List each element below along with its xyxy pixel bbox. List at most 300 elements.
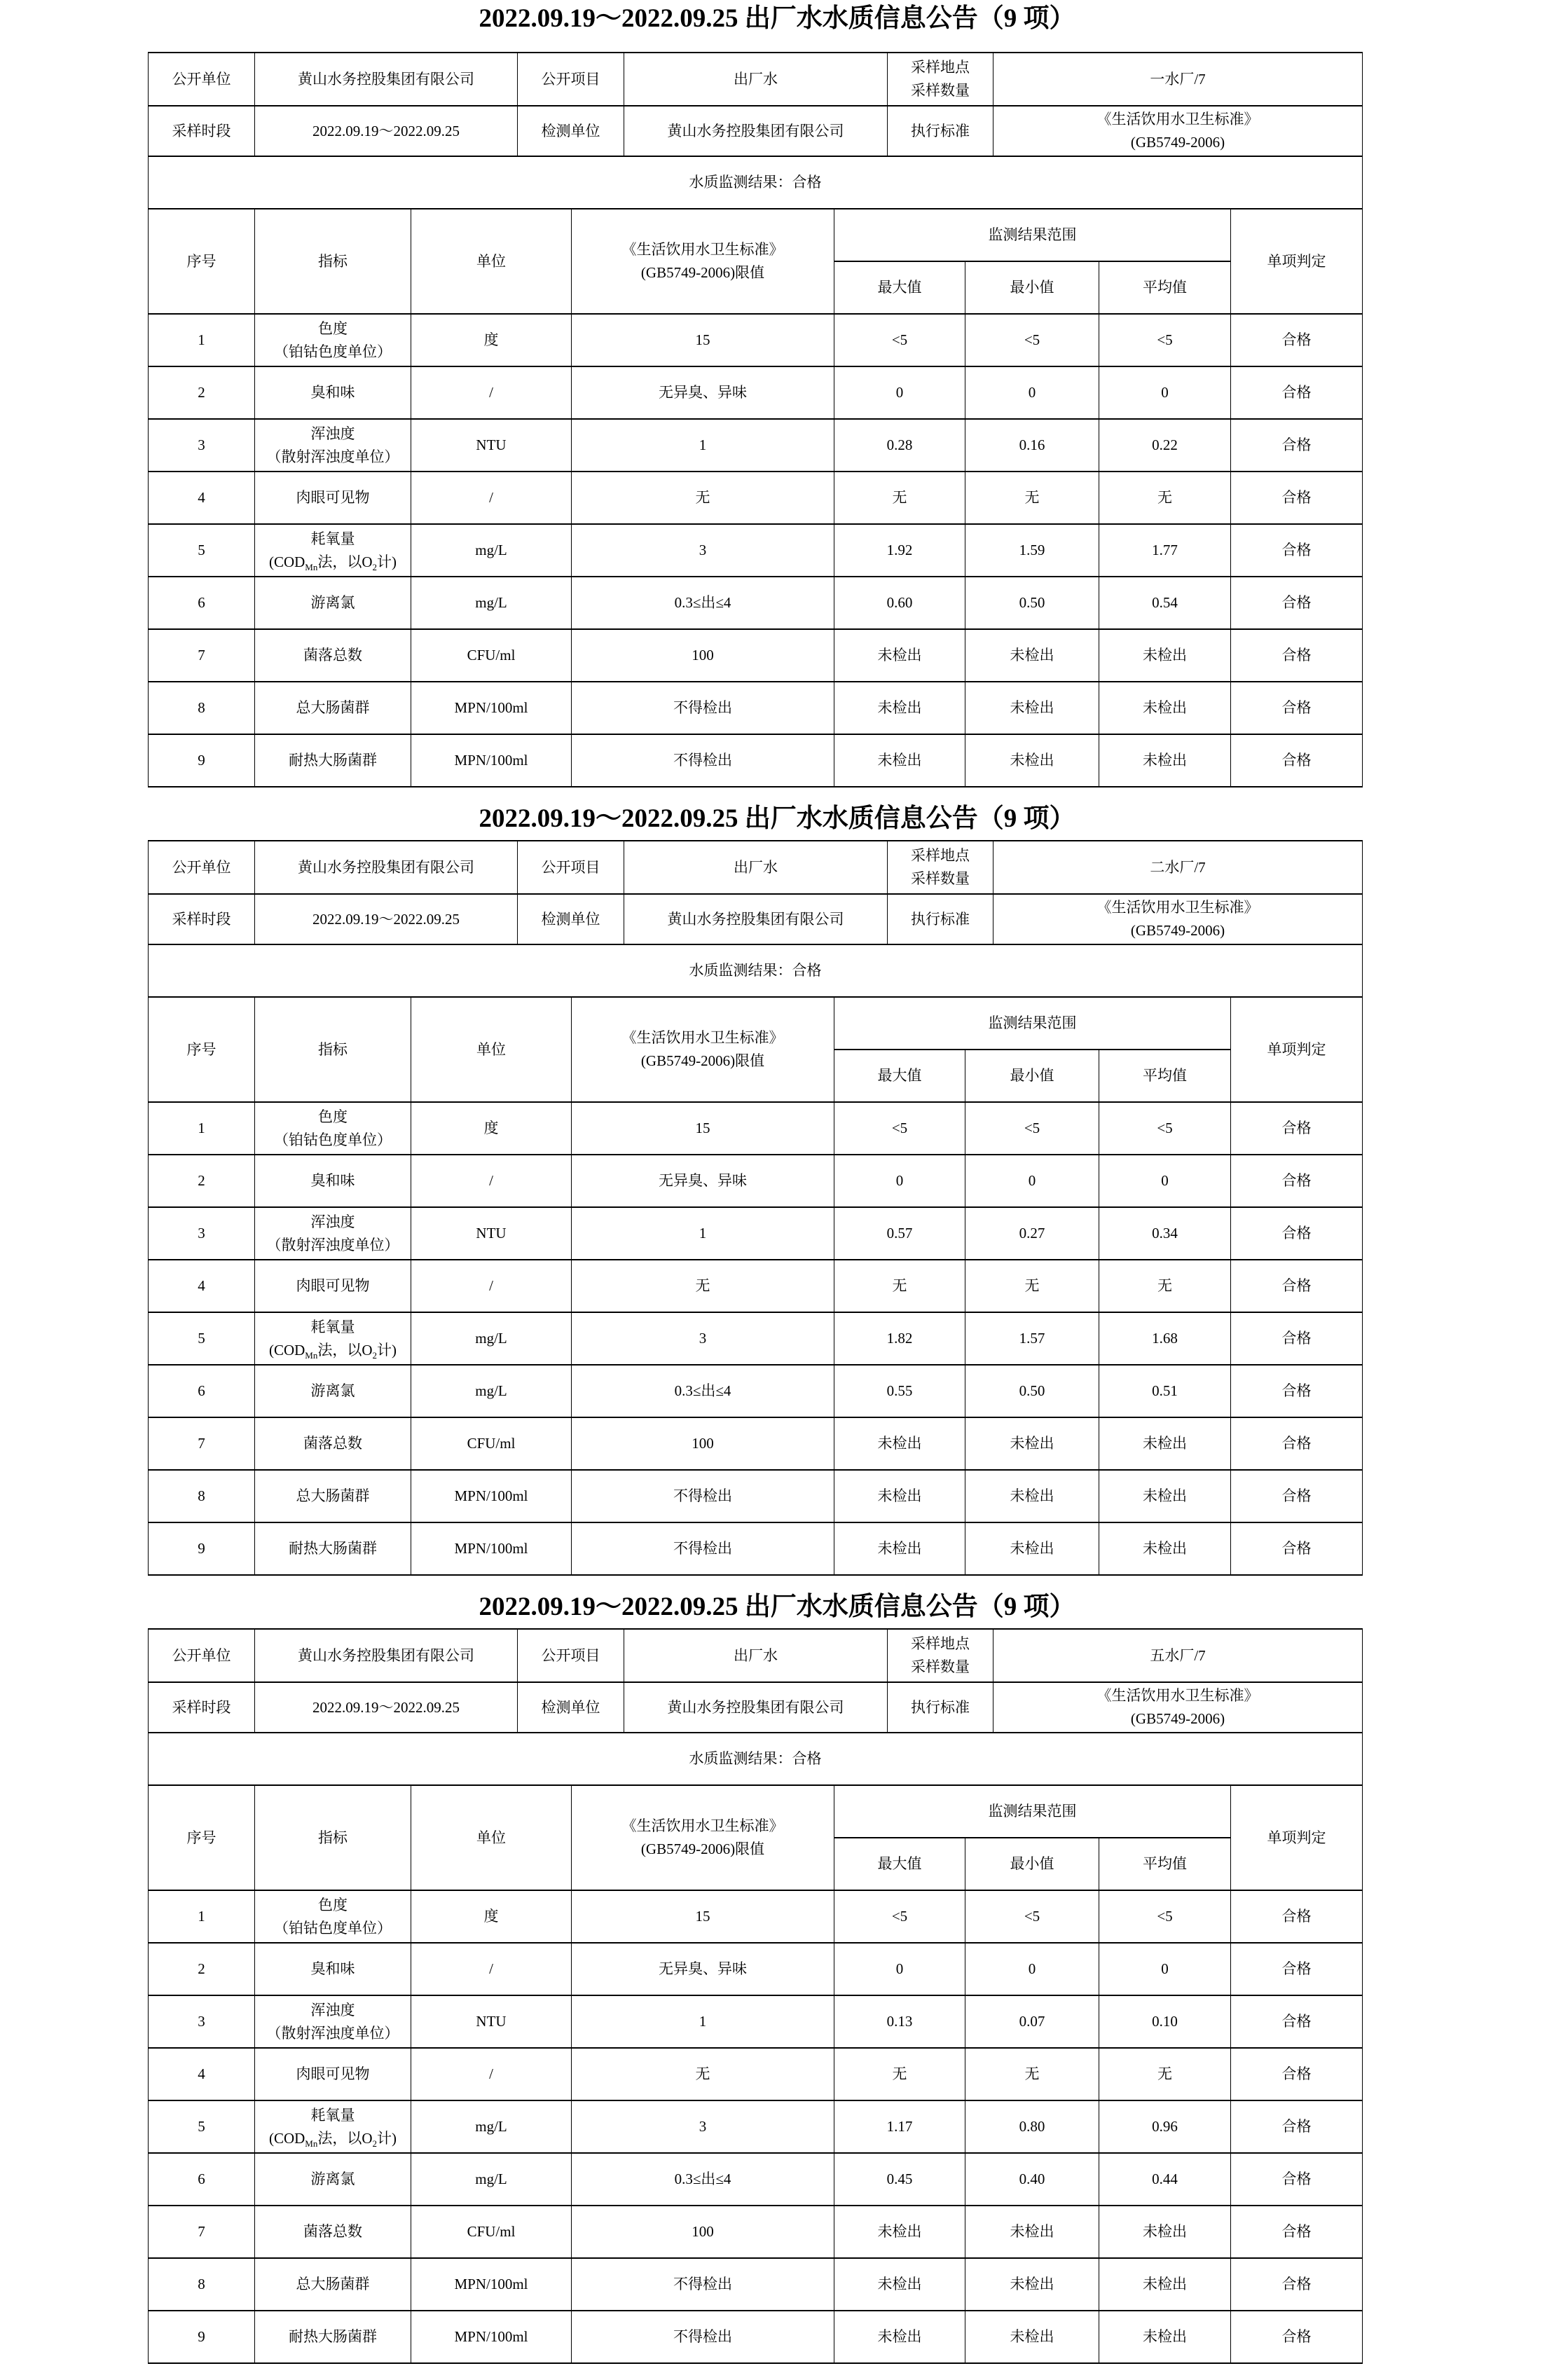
row-max: 无 xyxy=(834,2048,965,2100)
row-no: 9 xyxy=(149,2311,255,2363)
row-unit: mg/L xyxy=(411,1365,572,1417)
standard-value: 《生活饮用水卫生标准》 (GB5749-2006) xyxy=(993,1682,1363,1733)
page-title: 2022.09.19～2022.09.25 出厂水水质信息公告（9 项） xyxy=(479,4,1075,33)
project-value: 出厂水 xyxy=(624,1629,888,1682)
row-avg: 未检出 xyxy=(1099,1470,1231,1522)
row-max: 未检出 xyxy=(834,1470,965,1522)
col-header-verdict: 单项判定 xyxy=(1231,209,1363,314)
row-avg: <5 xyxy=(1099,314,1231,366)
indicator-row xyxy=(149,366,1363,419)
row-no: 3 xyxy=(149,419,255,472)
col-header-no: 序号 xyxy=(149,997,255,1102)
column-header-row xyxy=(149,209,1363,261)
result-summary: 水质监测结果：合格 xyxy=(149,156,1363,209)
indicator-row xyxy=(149,1470,1363,1522)
column-header-row xyxy=(149,997,1363,1050)
row-unit: CFU/ml xyxy=(411,1417,572,1470)
row-no: 9 xyxy=(149,734,255,787)
row-min: 未检出 xyxy=(965,1417,1099,1470)
row-avg: 0.44 xyxy=(1099,2153,1231,2206)
row-no: 1 xyxy=(149,1102,255,1155)
row-no: 8 xyxy=(149,2258,255,2311)
indicator-row xyxy=(149,1943,1363,1995)
col-header-avg: 平均值 xyxy=(1099,1050,1231,1102)
row-min: 0.50 xyxy=(965,577,1099,629)
row-indicator: 游离氯 xyxy=(255,577,411,629)
row-limit: 不得检出 xyxy=(572,1522,834,1575)
row-min: 未检出 xyxy=(965,2258,1099,2311)
row-unit: CFU/ml xyxy=(411,629,572,682)
row-avg: 0 xyxy=(1099,1155,1231,1207)
row-verdict: 合格 xyxy=(1231,1207,1363,1260)
row-no: 4 xyxy=(149,472,255,524)
row-avg: 0.54 xyxy=(1099,577,1231,629)
row-unit: 度 xyxy=(411,1890,572,1943)
period-value: 2022.09.19～2022.09.25 xyxy=(255,1682,518,1733)
row-max: 0.60 xyxy=(834,577,965,629)
row-verdict: 合格 xyxy=(1231,2206,1363,2258)
row-no: 8 xyxy=(149,682,255,734)
col-header-min: 最小值 xyxy=(965,261,1099,314)
row-unit: NTU xyxy=(411,419,572,472)
row-unit: mg/L xyxy=(411,2100,572,2153)
row-min: 1.57 xyxy=(965,1312,1099,1365)
indicator-row xyxy=(149,2258,1363,2311)
info-row xyxy=(149,1682,1363,1733)
indicator-row xyxy=(149,1102,1363,1155)
row-avg: 0 xyxy=(1099,366,1231,419)
row-avg: 0.34 xyxy=(1099,1207,1231,1260)
indicator-row xyxy=(149,1995,1363,2048)
row-limit: 0.3≤出≤4 xyxy=(572,1365,834,1417)
col-header-limit: 《生活饮用水卫生标准》 (GB5749-2006)限值 xyxy=(572,209,834,314)
announcement-block-2 xyxy=(0,802,1554,1576)
row-limit: 不得检出 xyxy=(572,2311,834,2363)
row-verdict: 合格 xyxy=(1231,1522,1363,1575)
row-limit: 不得检出 xyxy=(572,682,834,734)
row-no: 9 xyxy=(149,1522,255,1575)
indicator-row xyxy=(149,1260,1363,1312)
row-verdict: 合格 xyxy=(1231,2258,1363,2311)
results-table xyxy=(148,1732,1363,2364)
row-limit: 100 xyxy=(572,629,834,682)
row-limit: 无 xyxy=(572,472,834,524)
col-header-range: 监测结果范围 xyxy=(834,997,1231,1050)
row-limit: 无 xyxy=(572,2048,834,2100)
row-no: 5 xyxy=(149,2100,255,2153)
sampling-label: 采样地点 采样数量 xyxy=(888,53,993,106)
row-no: 2 xyxy=(149,366,255,419)
row-max: 0.55 xyxy=(834,1365,965,1417)
col-header-min: 最小值 xyxy=(965,1050,1099,1102)
indicator-row xyxy=(149,682,1363,734)
col-header-range: 监测结果范围 xyxy=(834,209,1231,261)
row-avg: 0.22 xyxy=(1099,419,1231,472)
page-title: 2022.09.19～2022.09.25 出厂水水质信息公告（9 项） xyxy=(479,804,1075,833)
row-limit: 不得检出 xyxy=(572,2258,834,2311)
standard-label: 执行标准 xyxy=(888,1682,993,1733)
result-summary: 水质监测结果：合格 xyxy=(149,1733,1363,1785)
row-limit: 无异臭、异味 xyxy=(572,1943,834,1995)
indicator-row xyxy=(149,1312,1363,1365)
indicator-row xyxy=(149,314,1363,366)
row-max: <5 xyxy=(834,1890,965,1943)
row-indicator: 耐热大肠菌群 xyxy=(255,1522,411,1575)
row-limit: 0.3≤出≤4 xyxy=(572,577,834,629)
indicator-row xyxy=(149,577,1363,629)
sampling-label: 采样地点 采样数量 xyxy=(888,1629,993,1682)
row-unit: NTU xyxy=(411,1207,572,1260)
result-summary: 水质监测结果：合格 xyxy=(149,944,1363,997)
row-no: 7 xyxy=(149,2206,255,2258)
indicator-row xyxy=(149,1417,1363,1470)
col-header-no: 序号 xyxy=(149,1785,255,1890)
row-avg: 未检出 xyxy=(1099,1522,1231,1575)
row-avg: 无 xyxy=(1099,472,1231,524)
indicator-row xyxy=(149,1155,1363,1207)
row-verdict: 合格 xyxy=(1231,1312,1363,1365)
row-limit: 无异臭、异味 xyxy=(572,366,834,419)
row-verdict: 合格 xyxy=(1231,1890,1363,1943)
publisher-label: 公开单位 xyxy=(149,841,255,894)
row-max: 1.92 xyxy=(834,524,965,577)
sampling-value: 二水厂/7 xyxy=(993,841,1363,894)
row-min: 未检出 xyxy=(965,1522,1099,1575)
col-header-indicator: 指标 xyxy=(255,209,411,314)
tester-value: 黄山水务控股集团有限公司 xyxy=(624,106,888,156)
info-row xyxy=(149,106,1363,156)
col-header-avg: 平均值 xyxy=(1099,1838,1231,1890)
announcement-block-1 xyxy=(0,0,1554,787)
col-header-range: 监测结果范围 xyxy=(834,1785,1231,1838)
row-limit: 15 xyxy=(572,1102,834,1155)
row-max: <5 xyxy=(834,314,965,366)
row-unit: / xyxy=(411,1260,572,1312)
row-min: 未检出 xyxy=(965,1470,1099,1522)
row-no: 2 xyxy=(149,1155,255,1207)
page-title: 2022.09.19～2022.09.25 出厂水水质信息公告（9 项） xyxy=(479,1593,1075,1621)
row-verdict: 合格 xyxy=(1231,1365,1363,1417)
project-value: 出厂水 xyxy=(624,53,888,106)
col-header-indicator: 指标 xyxy=(255,997,411,1102)
row-min: 未检出 xyxy=(965,629,1099,682)
row-unit: mg/L xyxy=(411,577,572,629)
row-avg: <5 xyxy=(1099,1890,1231,1943)
row-no: 3 xyxy=(149,1995,255,2048)
row-avg: 未检出 xyxy=(1099,2206,1231,2258)
row-indicator: 肉眼可见物 xyxy=(255,1260,411,1312)
row-max: 未检出 xyxy=(834,682,965,734)
row-min: 无 xyxy=(965,2048,1099,2100)
row-max: 0 xyxy=(834,366,965,419)
row-verdict: 合格 xyxy=(1231,1995,1363,2048)
col-header-unit: 单位 xyxy=(411,1785,572,1890)
row-avg: 未检出 xyxy=(1099,2258,1231,2311)
row-unit: CFU/ml xyxy=(411,2206,572,2258)
row-min: 未检出 xyxy=(965,734,1099,787)
period-label: 采样时段 xyxy=(149,106,255,156)
indicator-row xyxy=(149,2206,1363,2258)
row-limit: 0.3≤出≤4 xyxy=(572,2153,834,2206)
row-no: 6 xyxy=(149,1365,255,1417)
row-max: 1.17 xyxy=(834,2100,965,2153)
row-max: 未检出 xyxy=(834,629,965,682)
row-verdict: 合格 xyxy=(1231,1470,1363,1522)
row-avg: 0 xyxy=(1099,1943,1231,1995)
project-value: 出厂水 xyxy=(624,841,888,894)
row-unit: mg/L xyxy=(411,524,572,577)
row-limit: 3 xyxy=(572,1312,834,1365)
row-verdict: 合格 xyxy=(1231,1155,1363,1207)
row-min: 1.59 xyxy=(965,524,1099,577)
row-no: 3 xyxy=(149,1207,255,1260)
row-unit: / xyxy=(411,2048,572,2100)
row-indicator: 游离氯 xyxy=(255,2153,411,2206)
row-indicator: 总大肠菌群 xyxy=(255,1470,411,1522)
period-label: 采样时段 xyxy=(149,894,255,944)
tester-label: 检测单位 xyxy=(518,106,624,156)
row-min: <5 xyxy=(965,314,1099,366)
row-unit: / xyxy=(411,472,572,524)
row-unit: / xyxy=(411,1155,572,1207)
row-indicator: 菌落总数 xyxy=(255,629,411,682)
row-verdict: 合格 xyxy=(1231,1417,1363,1470)
row-no: 4 xyxy=(149,2048,255,2100)
row-indicator: 浑浊度 （散射浑浊度单位） xyxy=(255,1995,411,2048)
sampling-value: 五水厂/7 xyxy=(993,1629,1363,1682)
tester-label: 检测单位 xyxy=(518,1682,624,1733)
row-indicator: 浑浊度 （散射浑浊度单位） xyxy=(255,419,411,472)
indicator-row xyxy=(149,2048,1363,2100)
indicator-row xyxy=(149,524,1363,577)
result-summary-row xyxy=(149,944,1363,997)
row-verdict: 合格 xyxy=(1231,734,1363,787)
row-verdict: 合格 xyxy=(1231,2153,1363,2206)
row-max: 未检出 xyxy=(834,2258,965,2311)
row-unit: MPN/100ml xyxy=(411,734,572,787)
row-max: 未检出 xyxy=(834,2311,965,2363)
row-verdict: 合格 xyxy=(1231,419,1363,472)
project-label: 公开项目 xyxy=(518,53,624,106)
row-avg: 未检出 xyxy=(1099,629,1231,682)
col-header-limit: 《生活饮用水卫生标准》 (GB5749-2006)限值 xyxy=(572,1785,834,1890)
row-max: <5 xyxy=(834,1102,965,1155)
row-verdict: 合格 xyxy=(1231,682,1363,734)
tester-label: 检测单位 xyxy=(518,894,624,944)
col-header-verdict: 单项判定 xyxy=(1231,997,1363,1102)
row-no: 7 xyxy=(149,629,255,682)
standard-label: 执行标准 xyxy=(888,894,993,944)
result-summary-row xyxy=(149,156,1363,209)
row-verdict: 合格 xyxy=(1231,1102,1363,1155)
row-avg: 未检出 xyxy=(1099,1417,1231,1470)
row-unit: 度 xyxy=(411,1102,572,1155)
row-avg: 0.51 xyxy=(1099,1365,1231,1417)
indicator-row xyxy=(149,629,1363,682)
row-indicator: 色度 （铂钴色度单位） xyxy=(255,1102,411,1155)
indicator-row xyxy=(149,1522,1363,1575)
row-verdict: 合格 xyxy=(1231,524,1363,577)
indicator-row xyxy=(149,1890,1363,1943)
tester-value: 黄山水务控股集团有限公司 xyxy=(624,1682,888,1733)
row-min: 无 xyxy=(965,1260,1099,1312)
row-unit: MPN/100ml xyxy=(411,1522,572,1575)
col-header-max: 最大值 xyxy=(834,1050,965,1102)
row-max: 未检出 xyxy=(834,1417,965,1470)
row-min: 0 xyxy=(965,366,1099,419)
indicator-row xyxy=(149,1207,1363,1260)
col-header-no: 序号 xyxy=(149,209,255,314)
col-header-max: 最大值 xyxy=(834,261,965,314)
period-value: 2022.09.19～2022.09.25 xyxy=(255,106,518,156)
row-indicator: 耗氧量 ($COD_{Mn}$法，以$O_2$计) xyxy=(255,1312,411,1365)
row-avg: 未检出 xyxy=(1099,2311,1231,2363)
row-max: 未检出 xyxy=(834,1522,965,1575)
col-header-unit: 单位 xyxy=(411,997,572,1102)
info-table xyxy=(148,1628,1363,1733)
row-limit: 15 xyxy=(572,314,834,366)
row-avg: 1.68 xyxy=(1099,1312,1231,1365)
row-indicator: 肉眼可见物 xyxy=(255,2048,411,2100)
info-row xyxy=(149,894,1363,944)
row-unit: / xyxy=(411,1943,572,1995)
row-avg: 0.10 xyxy=(1099,1995,1231,2048)
row-indicator: 游离氯 xyxy=(255,1365,411,1417)
row-min: 未检出 xyxy=(965,2206,1099,2258)
row-unit: MPN/100ml xyxy=(411,2311,572,2363)
row-indicator: 总大肠菌群 xyxy=(255,682,411,734)
row-unit: 度 xyxy=(411,314,572,366)
row-min: 0.40 xyxy=(965,2153,1099,2206)
publisher-value: 黄山水务控股集团有限公司 xyxy=(255,53,518,106)
row-limit: 100 xyxy=(572,1417,834,1470)
row-unit: MPN/100ml xyxy=(411,682,572,734)
row-min: 无 xyxy=(965,472,1099,524)
row-max: 无 xyxy=(834,1260,965,1312)
row-limit: 不得检出 xyxy=(572,734,834,787)
col-header-max: 最大值 xyxy=(834,1838,965,1890)
period-label: 采样时段 xyxy=(149,1682,255,1733)
standard-label: 执行标准 xyxy=(888,106,993,156)
col-header-indicator: 指标 xyxy=(255,1785,411,1890)
result-summary-row xyxy=(149,1733,1363,1785)
results-table xyxy=(148,156,1363,787)
indicator-row xyxy=(149,1365,1363,1417)
col-header-unit: 单位 xyxy=(411,209,572,314)
row-verdict: 合格 xyxy=(1231,1943,1363,1995)
indicator-row xyxy=(149,472,1363,524)
row-indicator: 耗氧量 ($COD_{Mn}$法，以$O_2$计) xyxy=(255,524,411,577)
row-limit: 不得检出 xyxy=(572,1470,834,1522)
row-avg: 1.77 xyxy=(1099,524,1231,577)
indicator-row xyxy=(149,2100,1363,2153)
row-avg: 无 xyxy=(1099,2048,1231,2100)
row-max: 未检出 xyxy=(834,734,965,787)
row-indicator: 色度 （铂钴色度单位） xyxy=(255,314,411,366)
row-no: 2 xyxy=(149,1943,255,1995)
col-header-limit: 《生活饮用水卫生标准》 (GB5749-2006)限值 xyxy=(572,997,834,1102)
row-verdict: 合格 xyxy=(1231,577,1363,629)
row-min: 0 xyxy=(965,1943,1099,1995)
row-unit: / xyxy=(411,366,572,419)
row-min: 0 xyxy=(965,1155,1099,1207)
publisher-value: 黄山水务控股集团有限公司 xyxy=(255,1629,518,1682)
row-verdict: 合格 xyxy=(1231,2100,1363,2153)
publisher-value: 黄山水务控股集团有限公司 xyxy=(255,841,518,894)
row-indicator: 浑浊度 （散射浑浊度单位） xyxy=(255,1207,411,1260)
row-indicator: 菌落总数 xyxy=(255,1417,411,1470)
row-unit: mg/L xyxy=(411,1312,572,1365)
indicator-row xyxy=(149,2153,1363,2206)
standard-value: 《生活饮用水卫生标准》 (GB5749-2006) xyxy=(993,106,1363,156)
row-limit: 无异臭、异味 xyxy=(572,1155,834,1207)
publisher-label: 公开单位 xyxy=(149,53,255,106)
row-limit: 1 xyxy=(572,1207,834,1260)
row-avg: 无 xyxy=(1099,1260,1231,1312)
row-no: 1 xyxy=(149,314,255,366)
row-min: 0.07 xyxy=(965,1995,1099,2048)
row-no: 4 xyxy=(149,1260,255,1312)
row-limit: 1 xyxy=(572,419,834,472)
row-indicator: 耗氧量 ($COD_{Mn}$法，以$O_2$计) xyxy=(255,2100,411,2153)
results-table xyxy=(148,944,1363,1576)
row-indicator: 臭和味 xyxy=(255,1943,411,1995)
row-unit: mg/L xyxy=(411,2153,572,2206)
row-avg: 未检出 xyxy=(1099,734,1231,787)
indicator-row xyxy=(149,419,1363,472)
info-row xyxy=(149,53,1363,106)
row-avg: 未检出 xyxy=(1099,682,1231,734)
project-label: 公开项目 xyxy=(518,1629,624,1682)
row-no: 8 xyxy=(149,1470,255,1522)
sampling-value: 一水厂/7 xyxy=(993,53,1363,106)
sampling-label: 采样地点 采样数量 xyxy=(888,841,993,894)
row-min: <5 xyxy=(965,1102,1099,1155)
row-verdict: 合格 xyxy=(1231,472,1363,524)
row-unit: MPN/100ml xyxy=(411,1470,572,1522)
row-min: 0.50 xyxy=(965,1365,1099,1417)
row-max: 0 xyxy=(834,1943,965,1995)
indicator-row xyxy=(149,2311,1363,2363)
row-max: 1.82 xyxy=(834,1312,965,1365)
row-min: <5 xyxy=(965,1890,1099,1943)
row-no: 7 xyxy=(149,1417,255,1470)
row-verdict: 合格 xyxy=(1231,2311,1363,2363)
row-limit: 100 xyxy=(572,2206,834,2258)
announcement-block-3 xyxy=(0,1590,1554,2364)
standard-value: 《生活饮用水卫生标准》 (GB5749-2006) xyxy=(993,894,1363,944)
row-verdict: 合格 xyxy=(1231,629,1363,682)
row-max: 0 xyxy=(834,1155,965,1207)
row-indicator: 臭和味 xyxy=(255,366,411,419)
row-limit: 3 xyxy=(572,2100,834,2153)
period-value: 2022.09.19～2022.09.25 xyxy=(255,894,518,944)
row-max: 0.57 xyxy=(834,1207,965,1260)
row-verdict: 合格 xyxy=(1231,1260,1363,1312)
row-no: 1 xyxy=(149,1890,255,1943)
col-header-avg: 平均值 xyxy=(1099,261,1231,314)
row-avg: <5 xyxy=(1099,1102,1231,1155)
row-max: 0.13 xyxy=(834,1995,965,2048)
row-limit: 3 xyxy=(572,524,834,577)
row-max: 0.28 xyxy=(834,419,965,472)
row-limit: 15 xyxy=(572,1890,834,1943)
row-max: 无 xyxy=(834,472,965,524)
row-indicator: 总大肠菌群 xyxy=(255,2258,411,2311)
row-min: 0.27 xyxy=(965,1207,1099,1260)
info-table xyxy=(148,52,1363,157)
info-table xyxy=(148,840,1363,945)
